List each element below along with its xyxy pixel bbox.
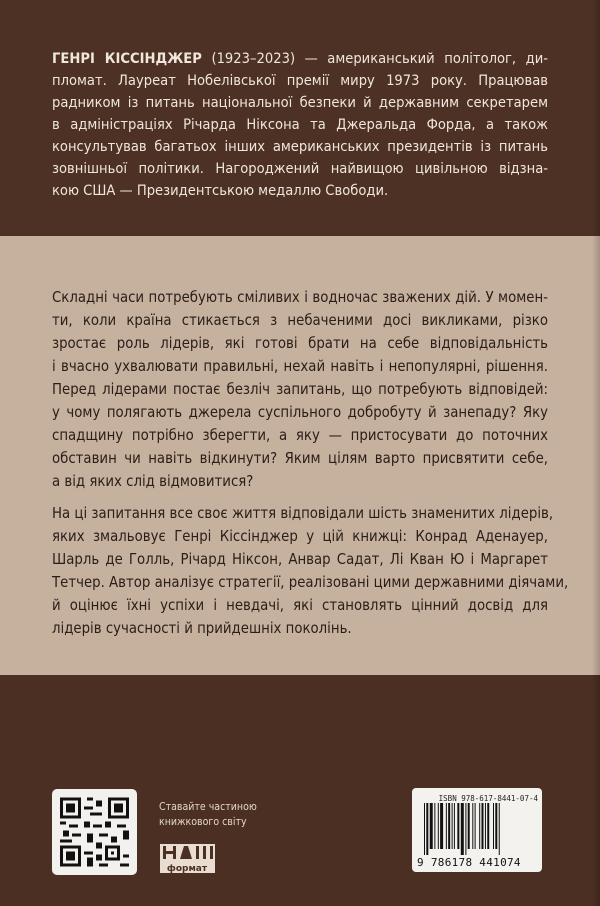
description-line: Шарль де Голль, Річард Ніксон, Анвар Садат, Лі Кван Ю і Маргарет (52, 551, 548, 568)
description-line: зростає роль лідерів, які готові брати на себе відповідальність (52, 335, 548, 352)
description-line: лідерів сучасності й прийдешніх поколінь. (52, 620, 352, 637)
barcode-icon (422, 803, 534, 855)
description-line: Тетчер. Автор аналізує стратегії, реалізовані цими державними діячами, (52, 574, 569, 591)
description-line: спадщину потрібно зберегти, а яку — пристосувати до поточних (52, 427, 548, 444)
publisher-logo (160, 844, 215, 874)
bio-line: консультував багатьох інших американських президентів із питань (52, 138, 548, 155)
svg-text:формат: формат (166, 864, 208, 874)
bio-line: кою США — Президентською медаллю Свободи. (52, 182, 389, 199)
isbn-barcode (412, 788, 542, 872)
description-line: обставин чи навіть відкинути? Яким цілям варто присвятити себе, (52, 450, 548, 467)
description-line: На ці запитання все своє життя відповідали шість знаменитих лідерів, (52, 505, 554, 522)
bio-line: зовнішньої політики. Нагороджений найвищою цивільною відзна- (52, 160, 548, 177)
description-line: і вчасно ухвалювати правильні, нехай навіть і непопулярні, рішення. (52, 358, 548, 375)
book-edge-shadow (592, 0, 600, 906)
description-line: ти, коли країна стикається з небаченими досі викликами, різко (52, 312, 548, 329)
ean-number: 9 786178 441074 (417, 856, 521, 869)
isbn-number: ISBN 978-617-8441-07-4 (438, 794, 538, 803)
description-line: яких змальовує Генрі Кіссінджер у цій книжці: Конрад Аденауер, (52, 528, 548, 545)
description-line: Перед лідерами постає безліч запитань, що потребують відповідей: (52, 381, 548, 398)
qr-code[interactable] (52, 789, 137, 875)
description-line: й оцінює їхні успіхи і невдачі, які становлять цінний досвід для (52, 597, 548, 614)
bio-line: радником із питань національної безпеки й державним секретарем (52, 94, 548, 111)
description-line: у чому полягають джерела суспільного добробуту й занепаду? Яку (52, 404, 548, 421)
bio-line: в адміністраціях Річарда Ніксона та Джеральда Форда, а також (52, 116, 548, 133)
qr-code-icon (60, 797, 129, 867)
bio-line: пломат. Лауреат Нобелівської премії миру 1973 року. Працював (52, 72, 548, 89)
author-name: ГЕНРІ КІССІНДЖЕР (52, 50, 202, 67)
publisher-slogan: Ставайте частиною книжкового світу (159, 801, 257, 828)
description-line: а від яких слід відмовитися? (52, 473, 254, 490)
description-line: Складні часи потребують сміливих і водночас зважених дій. У момен- (52, 289, 548, 306)
